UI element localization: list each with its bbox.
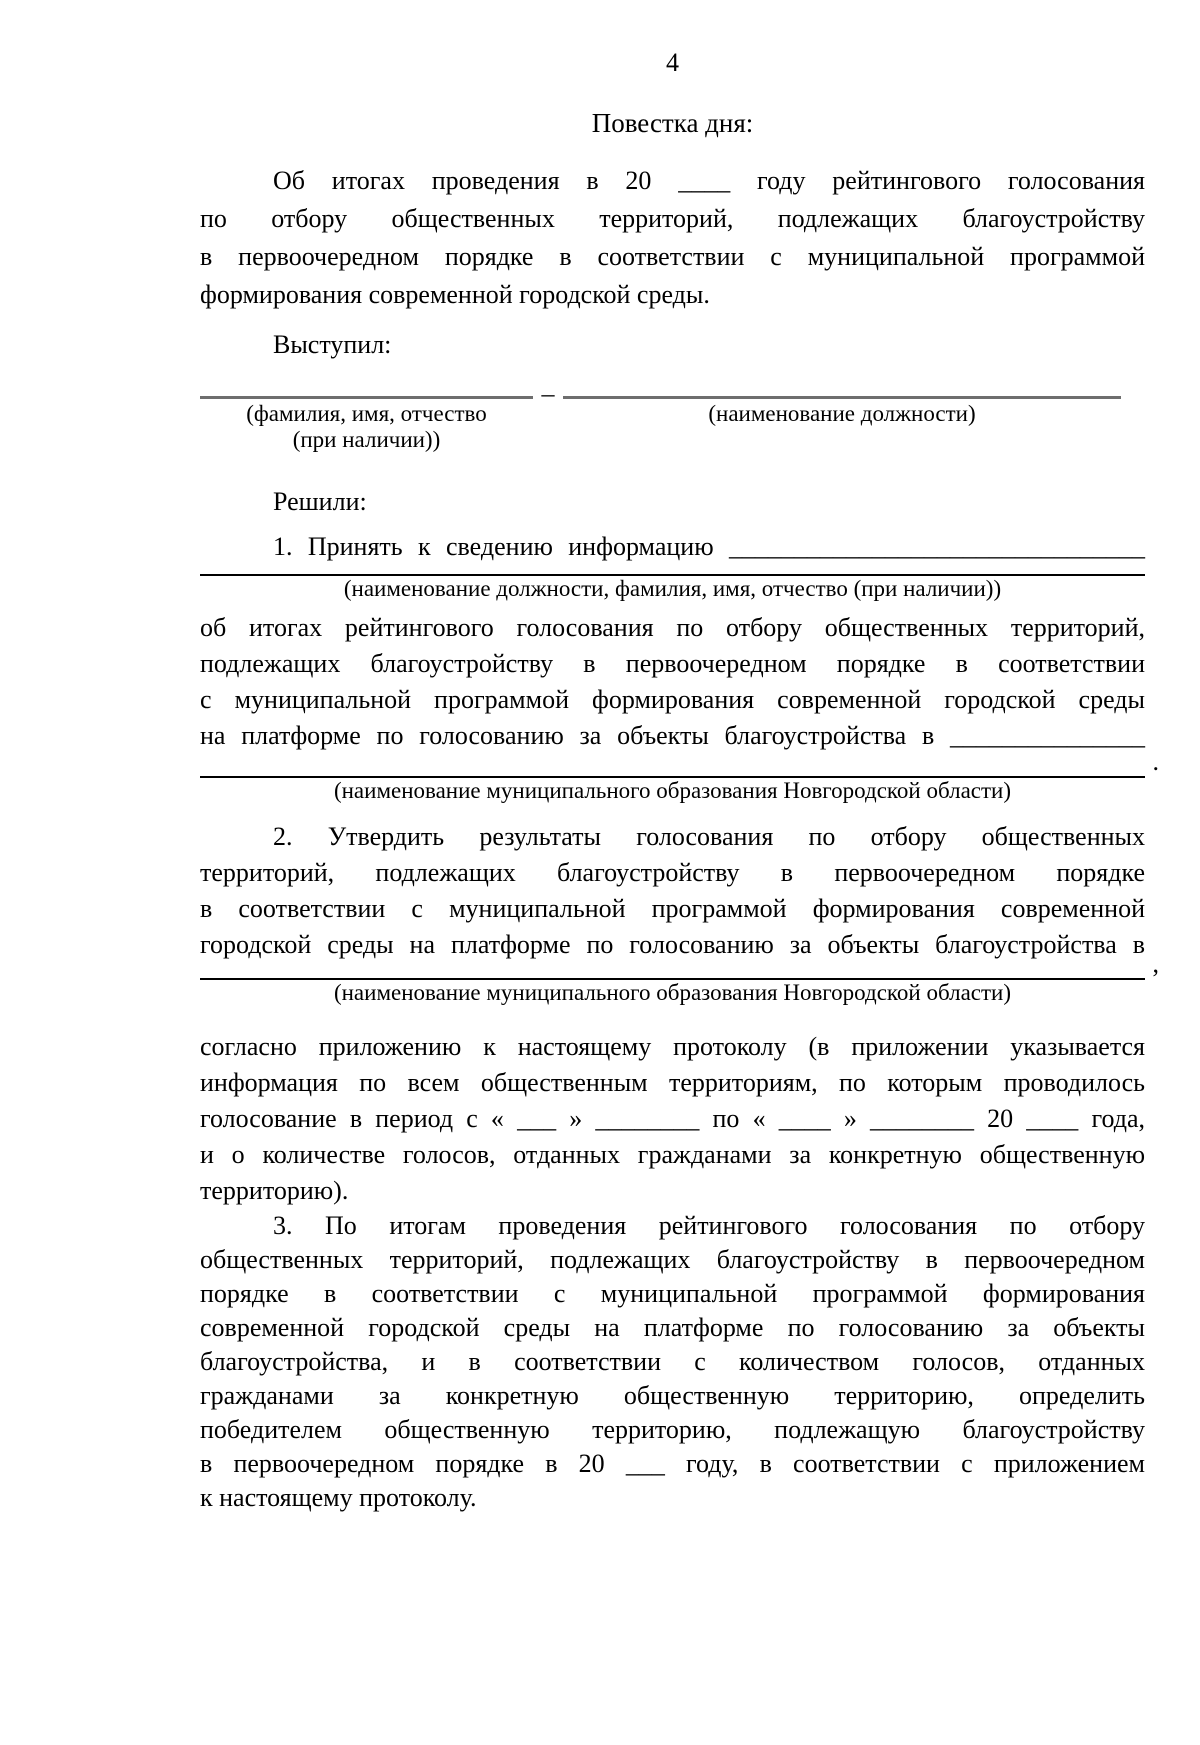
paragraph-line: территорий, подлежащих благоустройству в первоочередном порядке (200, 858, 1145, 887)
signature-dash-cell (533, 379, 563, 426)
signature-name-caption: (фамилия, имя, отчество (246, 401, 487, 426)
paragraph-line: современной городской среды на платформе по голосованию за объекты (200, 1313, 1145, 1342)
paragraph-line: территорию). (200, 1176, 349, 1205)
signature-name-line (200, 396, 533, 453)
paragraph-line: и о количестве голосов, отданных гражданами за конкретную общественную (200, 1140, 1145, 1169)
paragraph-line: с муниципальной программой формирования современной городской среды (200, 685, 1145, 714)
trailing-comma: , (1152, 949, 1159, 978)
paragraph-line: Об итогах проведения в 20 ____ году рейтингового голосования (273, 166, 1145, 195)
signature-block (200, 379, 1145, 453)
agenda-heading: Повестка дня: (591, 108, 754, 138)
fill-in-rule (200, 949, 1159, 980)
fill-in-caption: (наименование должности, фамилия, имя, отчество (при наличии)) (343, 576, 1002, 601)
agenda-paragraph (200, 162, 1145, 314)
reshili-label: Решили: (273, 487, 367, 516)
decision-item-2 (200, 819, 1145, 963)
paragraph-line: об итогах рейтингового голосования по отбору общественных территорий, (200, 613, 1145, 642)
fill-in-rule (200, 747, 1159, 778)
paragraph-line: голосование в период с « ___ » ________ по « ____ » ________ 20 ____ года, (200, 1104, 1145, 1133)
paragraph-line: в первоочередном порядке в соответствии с муниципальной программой (200, 242, 1145, 271)
paragraph-line: к настоящему протоколу. (200, 1483, 477, 1512)
paragraph-line: информация по всем общественным территориям, по которым проводилось (200, 1068, 1145, 1097)
fill-in-caption: (наименование муниципального образования Новгородской области) (333, 980, 1012, 1005)
paragraph-line: в первоочередном порядке в 20 ___ году, в соответствии с приложением (200, 1449, 1145, 1478)
fill-in-line (200, 949, 1159, 1006)
paragraph-line: в соответствии с муниципальной программой формирования современной (200, 894, 1145, 923)
page-number: 4 (666, 48, 679, 77)
paragraph-line: формирования современной городской среды. (200, 280, 710, 309)
paragraph-line: городской среды на платформе по голосованию за объекты благоустройства в (200, 930, 1145, 959)
fill-in-line (200, 574, 1145, 602)
paragraph-line: подлежащих благоустройству в первоочередном порядке в соответствии (200, 649, 1145, 678)
fill-in-line (200, 747, 1159, 804)
decision-item-3 (200, 1209, 1145, 1695)
fill-in-caption: (наименование муниципального образования Новгородской области) (333, 778, 1012, 803)
signature-position-line (563, 396, 1121, 427)
decision-item-1: 1. Принять к сведению информацию ________________________________ (273, 532, 1145, 561)
paragraph-line: 2. Утвердить результаты голосования по отбору общественных (273, 822, 1145, 851)
dash-separator: – (541, 379, 555, 408)
decision-1-continuation (200, 610, 1145, 754)
paragraph-line: общественных территорий, подлежащих благоустройству в первоочередном (200, 1245, 1145, 1274)
fill-in-rule (200, 574, 1145, 576)
trailing-period: . (1152, 747, 1159, 776)
signature-position-caption: (наименование должности) (708, 401, 976, 426)
paragraph-line: благоустройства, и в соответствии с количеством голосов, отданных (200, 1347, 1145, 1376)
paragraph-line: порядке в соответствии с муниципальной программой формирования (200, 1279, 1145, 1308)
decision-2-continuation (200, 1029, 1145, 1209)
paragraph-line: на платформе по голосованию за объекты благоустройства в _______________ (200, 721, 1145, 750)
paragraph-line: 3. По итогам проведения рейтингового голосования по отбору (273, 1211, 1145, 1240)
vystupil-label: Выступил: (273, 330, 392, 359)
paragraph-line: согласно приложению к настоящему протоколу (в приложении указывается (200, 1032, 1145, 1061)
paragraph-line: победителем общественную территорию, подлежащую благоустройству (200, 1415, 1145, 1444)
document-page (0, 48, 1200, 1695)
paragraph-line: гражданами за конкретную общественную территорию, определить (200, 1381, 1145, 1410)
paragraph-line: по отбору общественных территорий, подлежащих благоустройству (200, 204, 1145, 233)
signature-name-caption: (при наличии)) (292, 427, 441, 452)
